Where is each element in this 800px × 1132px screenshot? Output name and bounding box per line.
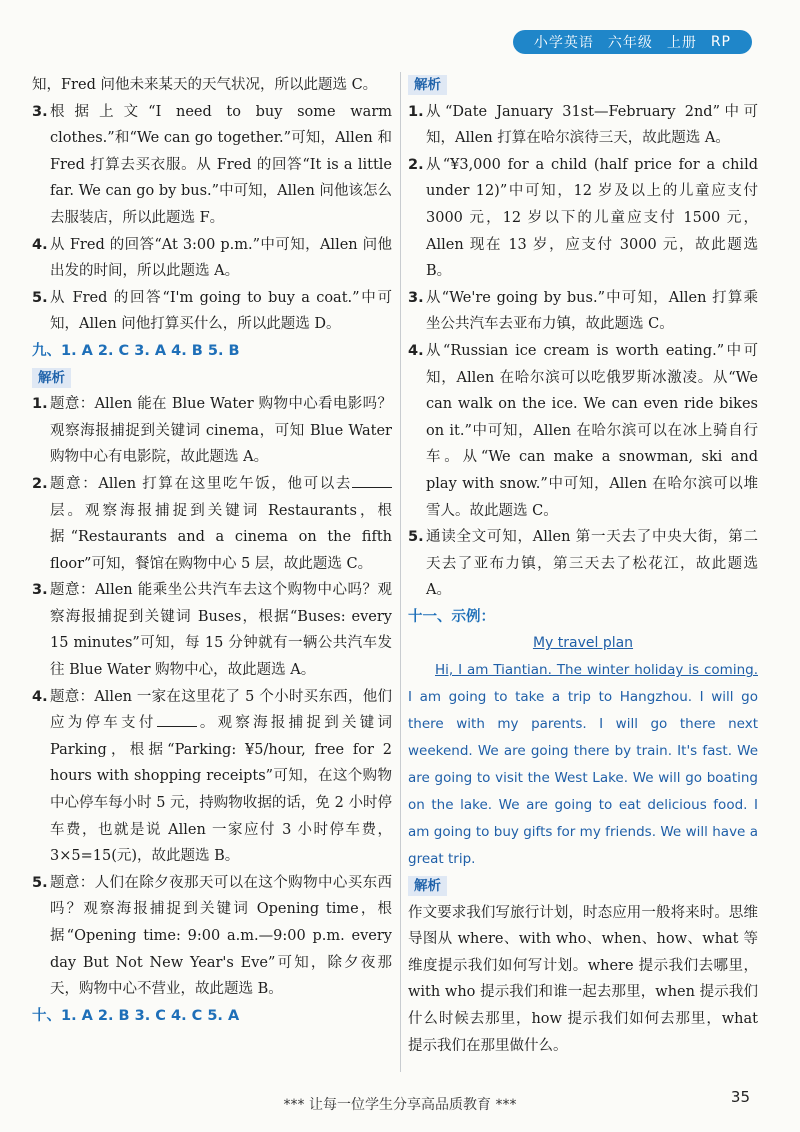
answer-blank: [352, 473, 392, 488]
column-divider: [400, 72, 401, 1072]
volume-label: 上册: [666, 35, 697, 51]
essay-underlined: Hi, I am Tiantian. The winter holiday is coming.: [435, 662, 758, 679]
analysis-label: 解析: [32, 368, 71, 388]
section-11-label: 十一、示例：: [408, 608, 495, 625]
analysis-item: 2. 从“¥3,000 for a child (half price for a child under 12)”中可知，12 岁及以上的儿童应支付 3000 元，12 岁以下的儿童应支付 1500 元，Allen 现在 13 岁，应支付 3000 元，故此题选 B。: [408, 156, 758, 280]
analysis-item: 5. 通读全文可知，Allen 第一天去了中央大街，第二天去了亚布力镇，第三天去了松花江，故此题选 A。: [408, 529, 758, 599]
grade-label: 六年级: [607, 35, 653, 51]
essay-title: My travel plan: [532, 635, 634, 652]
answers-section-9: 九、1. A 2. C 3. A 4. B 5. B: [32, 342, 240, 359]
analysis-item: 1. 从“Date January 31st—February 2nd”中可知，Allen 打算在哈尔滨待三天，故此题选 A。: [408, 103, 758, 147]
analysis-item: 3. 题意：Allen 能乘坐公共汽车去这个购物中心吗？观察海报捕捉到关键词 Buses，根据“Buses: every 15 minutes”可知，每 15 分钟就有一辆公共汽车发往 Blue Water 购物中心，故此题选 A。: [32, 582, 392, 679]
analysis-item: 1. 题意：Allen 能在 Blue Water 购物中心看电影吗？观察海报捕捉到关键词 cinema，可知 Blue Water 购物中心有电影院，故此题选 A。: [32, 396, 392, 466]
subject-label: 小学英语: [533, 35, 594, 51]
footer-slogan: *** 让每一位学生分享高品质教育 ***: [283, 1097, 517, 1113]
analysis-item: 4. 从“Russian ice cream is worth eating.”中可知，Allen 在哈尔滨可以吃俄罗斯冰激凌。从“We can walk on the ice. We can even ride bikes on it.”中可知，Allen 在哈尔滨可以在冰上骑自行车。从“We can make a snowman, ski and play with snow.”中可知，Allen 在哈尔滨可以堆雪人。故此题选 C。: [408, 342, 758, 519]
essay-body: Hi, I am Tiantian. The winter holiday is coming. I am going to take a trip to Hangzhou. I will go there with my parents. I will go there next weekend. We are going there by train. It's fast. We are going to visit the West Lake. We will go boating on the lake. We are going to eat delicious food. I am going to buy gifts for my friends. We will have a great trip.: [408, 662, 758, 868]
analysis-item: 5. 题意：人们在除夕夜那天可以在这个购物中心买东西吗？观察海报捕捉到关键词 Opening time，根据“Opening time: 9:00 a.m.—9:00 p.m. every day But Not New Year's Eve”可知，除夕夜那天，购物中心不营业，故此题选 B。: [32, 874, 392, 998]
analysis-item: 3. 根据上文“I need to buy some warm clothes.”和“We can go together.”可知，Allen 和 Fred 打算去买衣服。从 Fred 的回答“It is a little far. We can go by bus.”中可知，Allen 问他该怎么去服装店，所以此题选 F。: [32, 103, 392, 226]
page-number: 35: [730, 1088, 750, 1106]
analysis-label: 解析: [408, 876, 447, 896]
right-column: [408, 72, 758, 1059]
analysis-label: 解析: [408, 75, 447, 95]
left-column: [32, 72, 392, 1029]
analysis-item: 4. 从 Fred 的回答“At 3:00 p.m.”中可知，Allen 问他出发的时间，所以此题选 A。: [32, 236, 392, 280]
analysis-text: 作文要求我们写旅行计划，时态应用一般将来时。思维导图从 where、with who、when、how、what 等维度提示我们如何写计划。where 提示我们去哪里，with who 提示我们和谁一起去那里，when 提示我们什么时候去那里，how 提示我们如何去那里，what 提示我们在那里做什么。: [408, 904, 758, 1054]
analysis-item: 2. 题意：Allen 打算在这里吃午饭，他可以去层。观察海报捕捉到关键词 Restaurants，根据“Restaurants and a cinema on the fifth floor”可知，餐馆在购物中心 5 层，故此题选 C。: [32, 471, 392, 577]
analysis-item: 3. 从“We're going by bus.”中可知，Allen 打算乘坐公共汽车去亚布力镇，故此题选 C。: [408, 289, 758, 333]
header-badge: [513, 30, 752, 54]
continued-text: 知，Fred 问他未来某天的天气状况，所以此题选 C。: [32, 77, 378, 93]
answer-blank: [157, 712, 197, 727]
edition-label: RP: [710, 34, 731, 50]
answers-section-10: 十、1. A 2. B 3. C 4. C 5. A: [32, 1007, 240, 1024]
analysis-item: 4. 题意：Allen 一家在这里花了 5 个小时买东西，他们应为停车支付 。观察海报捕捉到关键词 Parking，根据“Parking: ¥5/hour, free for 2 hours with shopping receipts”可知，在这个购物中心停车每小时 5 元，持购物收据的话，免 2 小时停车费，也就是说 Allen 一家应付 3 小时停车费，3×5=15(元)，故此题选 B。: [32, 688, 393, 865]
analysis-item: 5. 从 Fred 的回答“I'm going to buy a coat.”中可知，Allen 问他打算买什么，所以此题选 D。: [32, 289, 392, 333]
